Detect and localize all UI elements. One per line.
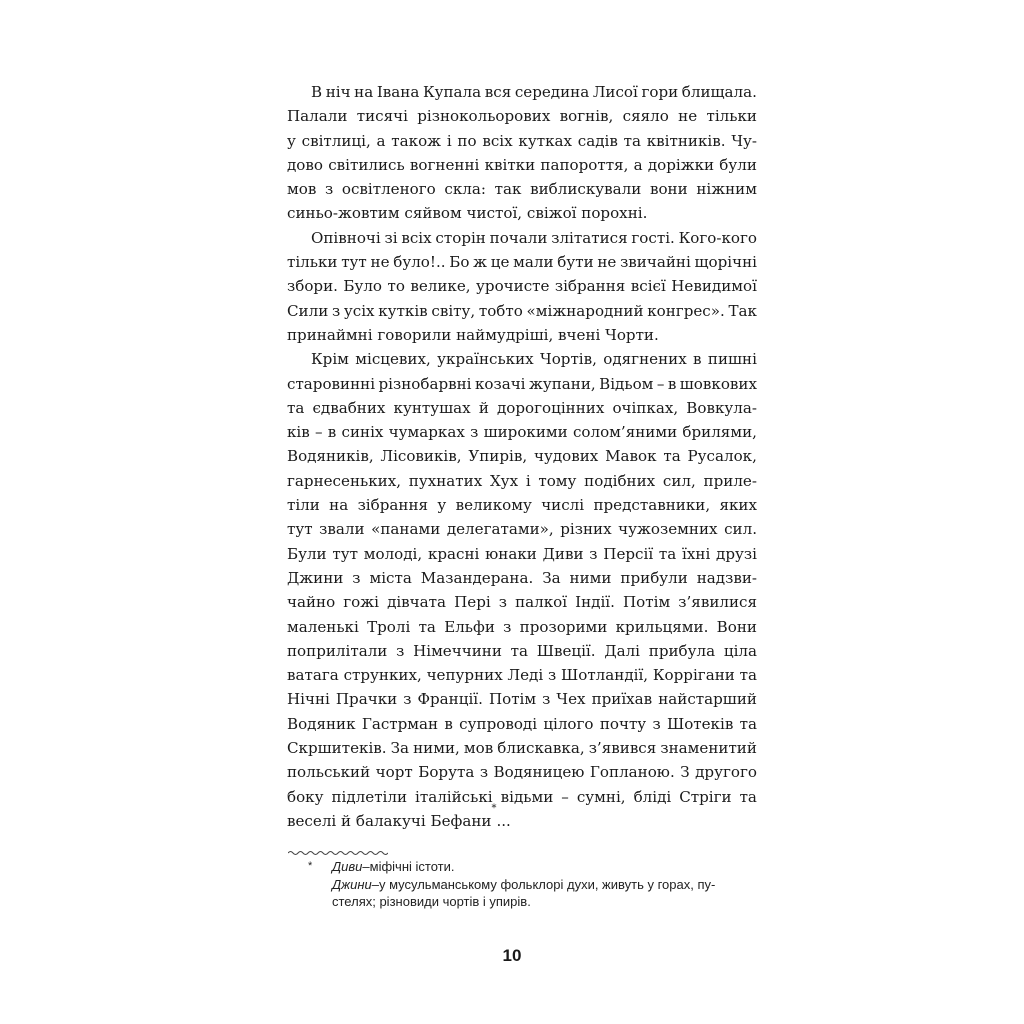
word: одягнених (603, 350, 687, 369)
word: а (376, 131, 386, 150)
word: також (391, 131, 442, 150)
text-line (287, 590, 757, 614)
text-line (287, 396, 757, 420)
word: Гопланою. (589, 763, 675, 782)
word: цілого (543, 714, 594, 733)
word: підлетіли (331, 787, 408, 806)
word: сил. (724, 520, 757, 539)
word: солом’яними (572, 423, 678, 442)
word: дівчата (387, 593, 447, 612)
word: не (678, 107, 698, 126)
word: з (652, 714, 661, 733)
word: не (370, 253, 390, 272)
word: – (315, 423, 323, 442)
word: другого (695, 763, 757, 782)
word: делегатами», (446, 520, 554, 539)
word: в (327, 423, 337, 442)
word: бути (557, 253, 594, 272)
word: з (331, 301, 341, 320)
word: блискавка, (497, 739, 585, 758)
word: Русалок, (687, 447, 757, 466)
word: Гастрман (361, 714, 439, 733)
word: прибули (620, 568, 688, 587)
word: світлиці, (301, 131, 371, 150)
word: тут (341, 253, 367, 272)
text-line (287, 80, 757, 104)
word: скла: (444, 180, 486, 199)
word: шовкових (679, 374, 757, 393)
word: – (656, 374, 665, 393)
footnote-term: Диви (332, 859, 363, 874)
word: вогненні (409, 155, 480, 174)
word: та (739, 666, 757, 685)
word: з (352, 568, 361, 587)
text-line (287, 493, 757, 517)
word: Мазандерана. (420, 568, 534, 587)
word: Відьом (599, 374, 654, 393)
word: єдвабних (312, 398, 386, 417)
word: Далі (604, 641, 641, 660)
word: чайно (287, 593, 336, 612)
word: всіх (482, 131, 513, 150)
word: В (311, 83, 323, 101)
word: не (597, 253, 617, 272)
word: Опівночі (311, 228, 381, 247)
word: тисячі (356, 107, 408, 126)
word: Прачки (335, 690, 398, 709)
word: в (693, 350, 702, 369)
word: вся (484, 83, 512, 101)
word: зі (384, 228, 398, 247)
word: кутках (518, 131, 573, 150)
word: конгрес». (647, 301, 725, 320)
word: числі (541, 496, 585, 515)
footnote-entry (332, 858, 758, 876)
word: сяяло (622, 107, 669, 126)
word: юнаки (485, 544, 537, 563)
word: ніжним (696, 180, 757, 199)
word: італійські (415, 787, 493, 806)
word: з (542, 690, 551, 709)
word: то (387, 277, 405, 296)
word: та (623, 131, 641, 150)
word: з (403, 690, 412, 709)
word: Водяників, (287, 447, 374, 466)
word: Скршитеків. (287, 739, 387, 758)
word: гарнесеньких, (287, 471, 402, 490)
footnote-marker: * (308, 860, 313, 872)
word: друзі (716, 544, 757, 563)
word: з (547, 666, 557, 685)
text-line (287, 712, 757, 736)
word: і (525, 471, 531, 490)
text-line (287, 760, 757, 784)
word: прилe- (703, 471, 757, 490)
word: жупани, (528, 374, 596, 393)
word: Шотеків (666, 714, 734, 733)
word: велике, (410, 277, 471, 296)
word: на (329, 496, 349, 515)
word: та (663, 447, 681, 466)
word: старовинні (287, 374, 376, 393)
word: Диви (542, 544, 584, 563)
word: тому (538, 471, 577, 490)
word: тіли (287, 496, 320, 515)
word: це (490, 253, 510, 272)
word: та (510, 641, 528, 660)
word: мов (463, 739, 494, 758)
text-line (287, 687, 757, 711)
main-text (287, 80, 757, 833)
word: прибула (648, 641, 716, 660)
word: світились (328, 155, 405, 174)
text-line (287, 274, 757, 298)
word: відьми (500, 787, 554, 806)
text-line (287, 566, 757, 590)
word: тобто (478, 301, 523, 320)
word: Вовкула- (686, 398, 757, 417)
word: великому (455, 496, 532, 515)
word: освітленого (341, 180, 436, 199)
word: гожі (343, 593, 379, 612)
word: звали (319, 520, 365, 539)
word: блищала. (681, 83, 757, 101)
word: почали (489, 228, 548, 247)
footnote-dash: – (362, 859, 370, 874)
word: вони (649, 180, 688, 199)
word: різнокольорових (417, 107, 551, 126)
word: сторін (435, 228, 486, 247)
word: очіпках, (612, 398, 679, 417)
word: Стріги (679, 787, 732, 806)
word: Були (287, 544, 327, 563)
word: Лісовиків, (380, 447, 462, 466)
text-line (287, 372, 757, 396)
footnote-continuation: стелях; різновиди чортів і упирів. (332, 894, 531, 909)
footnote-reference[interactable]: * (491, 802, 497, 814)
footnote-body (332, 858, 758, 911)
word: За (542, 568, 561, 587)
word: тільки (706, 107, 757, 126)
word: з (498, 593, 507, 612)
word: Персії (603, 544, 654, 563)
word: урочисте (476, 277, 550, 296)
word: Нічні (287, 690, 330, 709)
word: тут (332, 544, 358, 563)
word: з’явився (588, 739, 657, 758)
word: і (446, 131, 452, 150)
word: Індії. (575, 593, 615, 612)
word: приїхав (591, 690, 653, 709)
word: Чортів, (540, 350, 597, 369)
word: всіх (401, 228, 432, 247)
word: ків (287, 423, 310, 442)
word: виблискували (530, 180, 642, 199)
word: «міжнародний (526, 301, 644, 320)
word: та (287, 398, 305, 417)
word: брилями, (682, 423, 757, 442)
text-line (287, 420, 757, 444)
word: Тролі (367, 617, 411, 636)
word: різних (560, 520, 612, 539)
text-line (287, 615, 757, 639)
word: на (354, 83, 374, 101)
word: всієї (630, 277, 666, 296)
word: доріжки (647, 155, 715, 174)
text-line (287, 177, 757, 201)
footnote-term: Джини (332, 876, 372, 892)
word: дово (287, 155, 323, 174)
word: світу, (431, 301, 476, 320)
word: супроводі (459, 714, 538, 733)
word: ніч (325, 83, 351, 101)
word: Сили (287, 301, 329, 320)
text-line: принаймні говорили наймудріші, вчені Чорти. (287, 325, 659, 344)
word: Івана (376, 83, 420, 101)
word: боку (287, 787, 324, 806)
word: Водяницею (493, 763, 585, 782)
text-line (287, 299, 757, 323)
text-line (287, 250, 757, 274)
word: сумні, (576, 787, 626, 806)
word: мали (513, 253, 554, 272)
word: Німеччини (413, 641, 502, 660)
text-line (287, 226, 757, 250)
word: злітатися (551, 228, 628, 247)
word: дорогоцінних (496, 398, 605, 417)
word: у (287, 131, 296, 150)
text-line (287, 542, 757, 566)
word: зібрання (554, 277, 626, 296)
word: ціла (723, 641, 757, 660)
word: Коррігани (652, 666, 735, 685)
word: За (390, 739, 410, 758)
word: Бо (449, 253, 470, 272)
word: різнобарвні (378, 374, 472, 393)
footnote-definition: міфічні істоти. (369, 859, 455, 874)
word: гори (641, 83, 679, 101)
word: прозорими (519, 617, 608, 636)
word: чепурних (426, 666, 503, 685)
word: широкими (483, 423, 568, 442)
word: місцевих, (355, 350, 431, 369)
word: та (418, 617, 436, 636)
word: в (667, 374, 677, 393)
word: та (739, 787, 757, 806)
text-fragment: веселі й балакучі Бефани (287, 811, 492, 830)
word: Франції. (417, 690, 483, 709)
word: палкої (515, 593, 568, 612)
word: найстарший (658, 690, 757, 709)
word: козачі (474, 374, 526, 393)
word: Невидимої (671, 277, 757, 296)
word: струнких, (343, 666, 422, 685)
word: надзви- (696, 568, 757, 587)
word: квітників. (646, 131, 726, 150)
footnote-definition: у мусульманському фольклорі духи, живуть у горах, пу- (378, 876, 716, 892)
word: – (561, 787, 569, 806)
word: були (719, 155, 757, 174)
word: Так (728, 301, 757, 320)
text-line (287, 153, 757, 177)
word: Лисої (592, 83, 638, 101)
word: у (437, 496, 447, 515)
word: пухнатих (408, 471, 483, 490)
word: в (444, 714, 453, 733)
text-line (287, 639, 757, 663)
word: представники, (593, 496, 711, 515)
word: папороття, (540, 155, 629, 174)
text-line (287, 469, 757, 493)
word: Купала (422, 83, 482, 101)
text-line (287, 663, 757, 687)
word: було!.. (393, 253, 446, 272)
word: Пері (454, 593, 491, 612)
word: знаменитий (660, 739, 757, 758)
word: усіх (343, 301, 375, 320)
word: й (478, 398, 489, 417)
word: кунтушах (393, 398, 471, 417)
word: поприлітали (287, 641, 388, 660)
word: чужоземних (618, 520, 718, 539)
word: а (633, 155, 643, 174)
word: Було (343, 277, 383, 296)
word: Джини (287, 568, 344, 587)
word: квітки (484, 155, 536, 174)
word: з (470, 423, 479, 442)
word: Упирів, (468, 447, 528, 466)
word: Палали (287, 107, 348, 126)
word: гості. (631, 228, 675, 247)
text-line (287, 517, 757, 541)
word: з (589, 544, 598, 563)
word: так (494, 180, 522, 199)
word: пишні (707, 350, 757, 369)
word: збори. (287, 277, 338, 296)
word: та (739, 714, 757, 733)
word: Борута (418, 763, 475, 782)
word: Шотландії, (561, 666, 649, 685)
word: ватага (287, 666, 339, 685)
footnote-entry (332, 876, 758, 894)
word: тут (287, 520, 313, 539)
word: молоді, (363, 544, 423, 563)
word: з (324, 180, 334, 199)
word: кутків (378, 301, 428, 320)
word: з (396, 641, 405, 660)
text-line (287, 129, 757, 153)
word: Крім (311, 350, 349, 369)
word: зібрання (357, 496, 429, 515)
word: Кого-кого (678, 228, 757, 247)
word: ними (569, 568, 612, 587)
text-line (287, 347, 757, 371)
word: садів (577, 131, 618, 150)
word: тільки (287, 253, 338, 272)
text-line (287, 104, 757, 128)
word: З (680, 763, 690, 782)
word: з (503, 617, 512, 636)
word: Чех (556, 690, 586, 709)
word: Потім (488, 690, 537, 709)
word: Леді (507, 666, 544, 685)
word: ними, (413, 739, 460, 758)
word: міста (369, 568, 412, 587)
footnote-separator (288, 850, 388, 856)
word: Потім (623, 593, 671, 612)
word: чорт (375, 763, 413, 782)
word: Водяник (287, 714, 356, 733)
word: їхні (682, 544, 711, 563)
word: Мавок (605, 447, 657, 466)
word: польський (287, 763, 371, 782)
word: маленькі (287, 617, 359, 636)
word: яких (719, 496, 757, 515)
text-line-last (287, 802, 757, 833)
word: вогнів, (559, 107, 614, 126)
word: бліді (633, 787, 672, 806)
word: красні (427, 544, 480, 563)
word: з (479, 763, 489, 782)
word: Швеції. (536, 641, 596, 660)
word: Чу- (731, 131, 757, 150)
word: чудових (533, 447, 599, 466)
word: з’явилися (678, 593, 757, 612)
word: українських (437, 350, 534, 369)
word: подібних (584, 471, 656, 490)
word: щорічні (694, 253, 757, 272)
ellipsis: ... (496, 811, 511, 830)
word: мов (287, 180, 317, 199)
word: та (658, 544, 677, 563)
word: Хух (489, 471, 519, 490)
word: Ельфи (444, 617, 495, 636)
word: почту (599, 714, 647, 733)
text-line: синьо-жовтим сяйвом чистої, свіжої порохні. (287, 204, 648, 223)
word: Вони (716, 617, 757, 636)
word: чумарках (388, 423, 465, 442)
word: «панами (371, 520, 441, 539)
text-line (287, 736, 757, 760)
footnote-dash: – (371, 876, 379, 892)
text-line (287, 785, 757, 809)
word: середина (514, 83, 590, 101)
text-line (287, 444, 757, 468)
word: сил, (662, 471, 696, 490)
page-number: 10 (502, 946, 522, 965)
word: по (457, 131, 477, 150)
word: звичайні (620, 253, 691, 272)
word: ж (473, 253, 488, 272)
word: крильцями. (615, 617, 709, 636)
word: синіх (341, 423, 384, 442)
